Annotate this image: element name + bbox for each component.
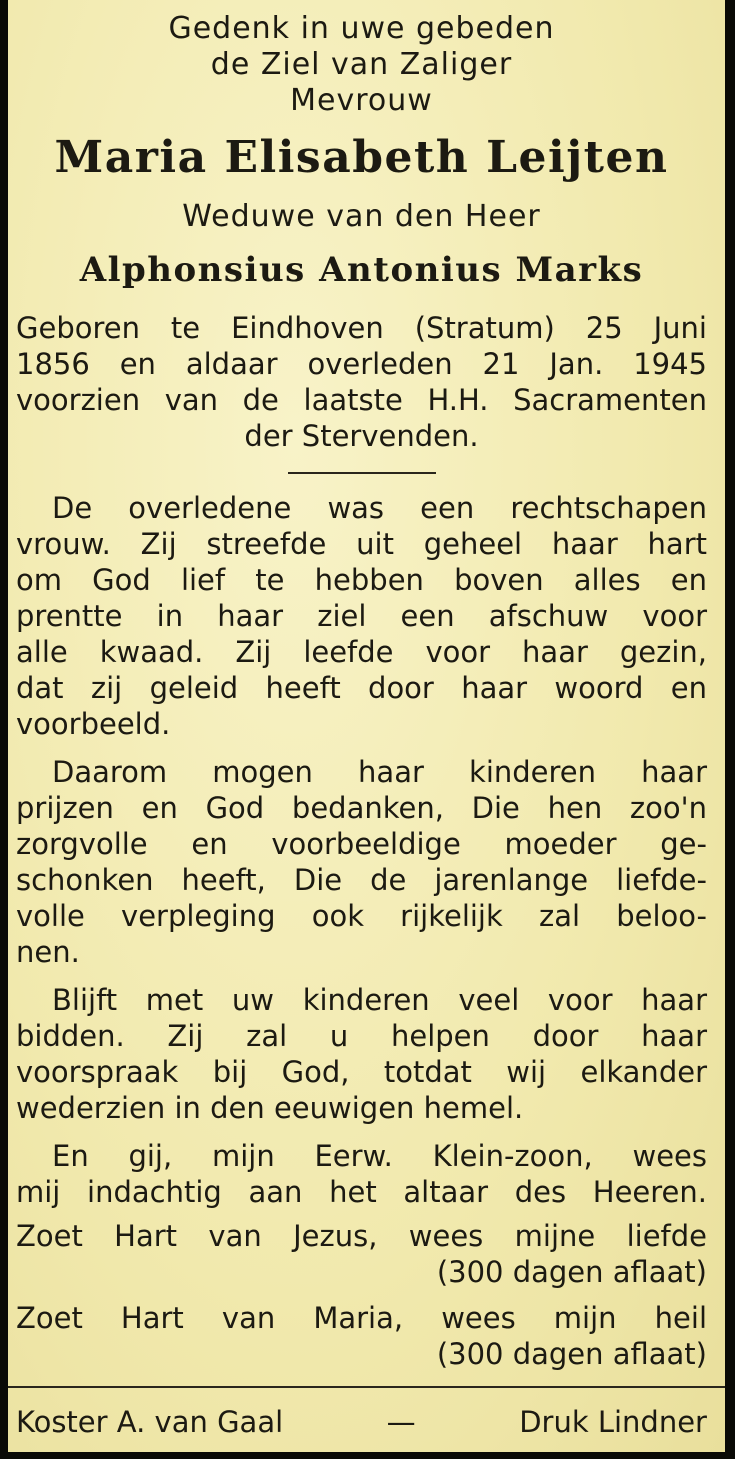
- paragraph1-line-2: vrouw. Zij streefde uit geheel haar hart: [16, 527, 707, 561]
- footer-sexton: Koster A. van Gaal: [16, 1405, 284, 1439]
- paragraph3-line-1: Blijft met uw kinderen veel voor haar: [52, 983, 707, 1017]
- divider-long: [8, 1386, 725, 1388]
- paragraph3-line-2: bidden. Zij zal u helpen door haar: [16, 1019, 707, 1053]
- prayer-maria: Zoet Hart van Maria, wees mijn heil: [16, 1301, 707, 1335]
- footer-dash: —: [386, 1405, 416, 1439]
- paragraph2-line-1: Daarom mogen haar kinderen haar: [52, 755, 707, 789]
- paragraph1-line-4: prentte in haar ziel een afschuw voor: [16, 599, 707, 633]
- paragraph2-line-2: prijzen en God bedanken, Die hen zoo'n: [16, 791, 707, 825]
- birth-death-line-2: 1856 en aldaar overleden 21 Jan. 1945: [16, 347, 707, 381]
- header-line-2: de Ziel van Zaliger: [210, 47, 513, 82]
- birth-death-line-3: voorzien van de laatste H.H. Sacramenten: [16, 383, 707, 417]
- paragraph1-line-1: De overledene was een rechtschapen: [52, 491, 707, 525]
- prayer-jesus-indulgence: (300 dagen aflaat): [436, 1255, 707, 1289]
- header-line-3: Mevrouw: [290, 83, 433, 118]
- paragraph3-line-4: wederzien in den eeuwigen hemel.: [16, 1091, 524, 1125]
- paragraph3-line-3: voorspraak bij God, totdat wij elkander: [16, 1055, 707, 1089]
- paragraph1-line-3: om God lief te hebben boven alles en: [16, 563, 707, 597]
- paragraph2-line-3: zorgvolle en voorbeeldige moeder ge-: [16, 827, 707, 861]
- birth-death-line-4: der Stervenden.: [244, 419, 479, 453]
- paragraph1-line-6: dat zij geleid heeft door haar woord en: [16, 671, 707, 705]
- paragraph2-line-4: schonken heeft, Die de jarenlange liefde-: [16, 863, 707, 897]
- footer: [16, 1404, 707, 1440]
- header-line-1: Gedenk in uwe gebeden: [168, 11, 555, 46]
- memorial-card: [8, 0, 725, 1452]
- birth-death-line-1: Geboren te Eindhoven (Stratum) 25 Juni: [16, 311, 707, 345]
- paragraph1-line-5: alle kwaad. Zij leefde voor haar gezin,: [16, 635, 707, 669]
- paragraph2-line-6: nen.: [16, 935, 80, 969]
- deceased-name: Maria Elisabeth Leijten: [54, 132, 669, 183]
- paragraph2-line-5: volle verpleging ook rijkelijk zal beloo-: [16, 899, 707, 933]
- widow-of-label: Weduwe van den Heer: [182, 199, 541, 234]
- prayer-jesus: Zoet Hart van Jezus, wees mijne liefde: [16, 1219, 707, 1253]
- paragraph4-line-2: mij indachtig aan het altaar des Heeren.: [16, 1175, 707, 1209]
- divider-short: [288, 472, 436, 474]
- paragraph4-line-1: En gij, mijn Eerw. Klein-zoon, wees: [52, 1139, 707, 1173]
- paragraph1-line-7: voorbeeld.: [16, 707, 171, 741]
- prayer-maria-indulgence: (300 dagen aflaat): [436, 1337, 707, 1371]
- spouse-name: Alphonsius Antonius Marks: [79, 250, 644, 290]
- footer-printer: Druk Lindner: [519, 1405, 707, 1439]
